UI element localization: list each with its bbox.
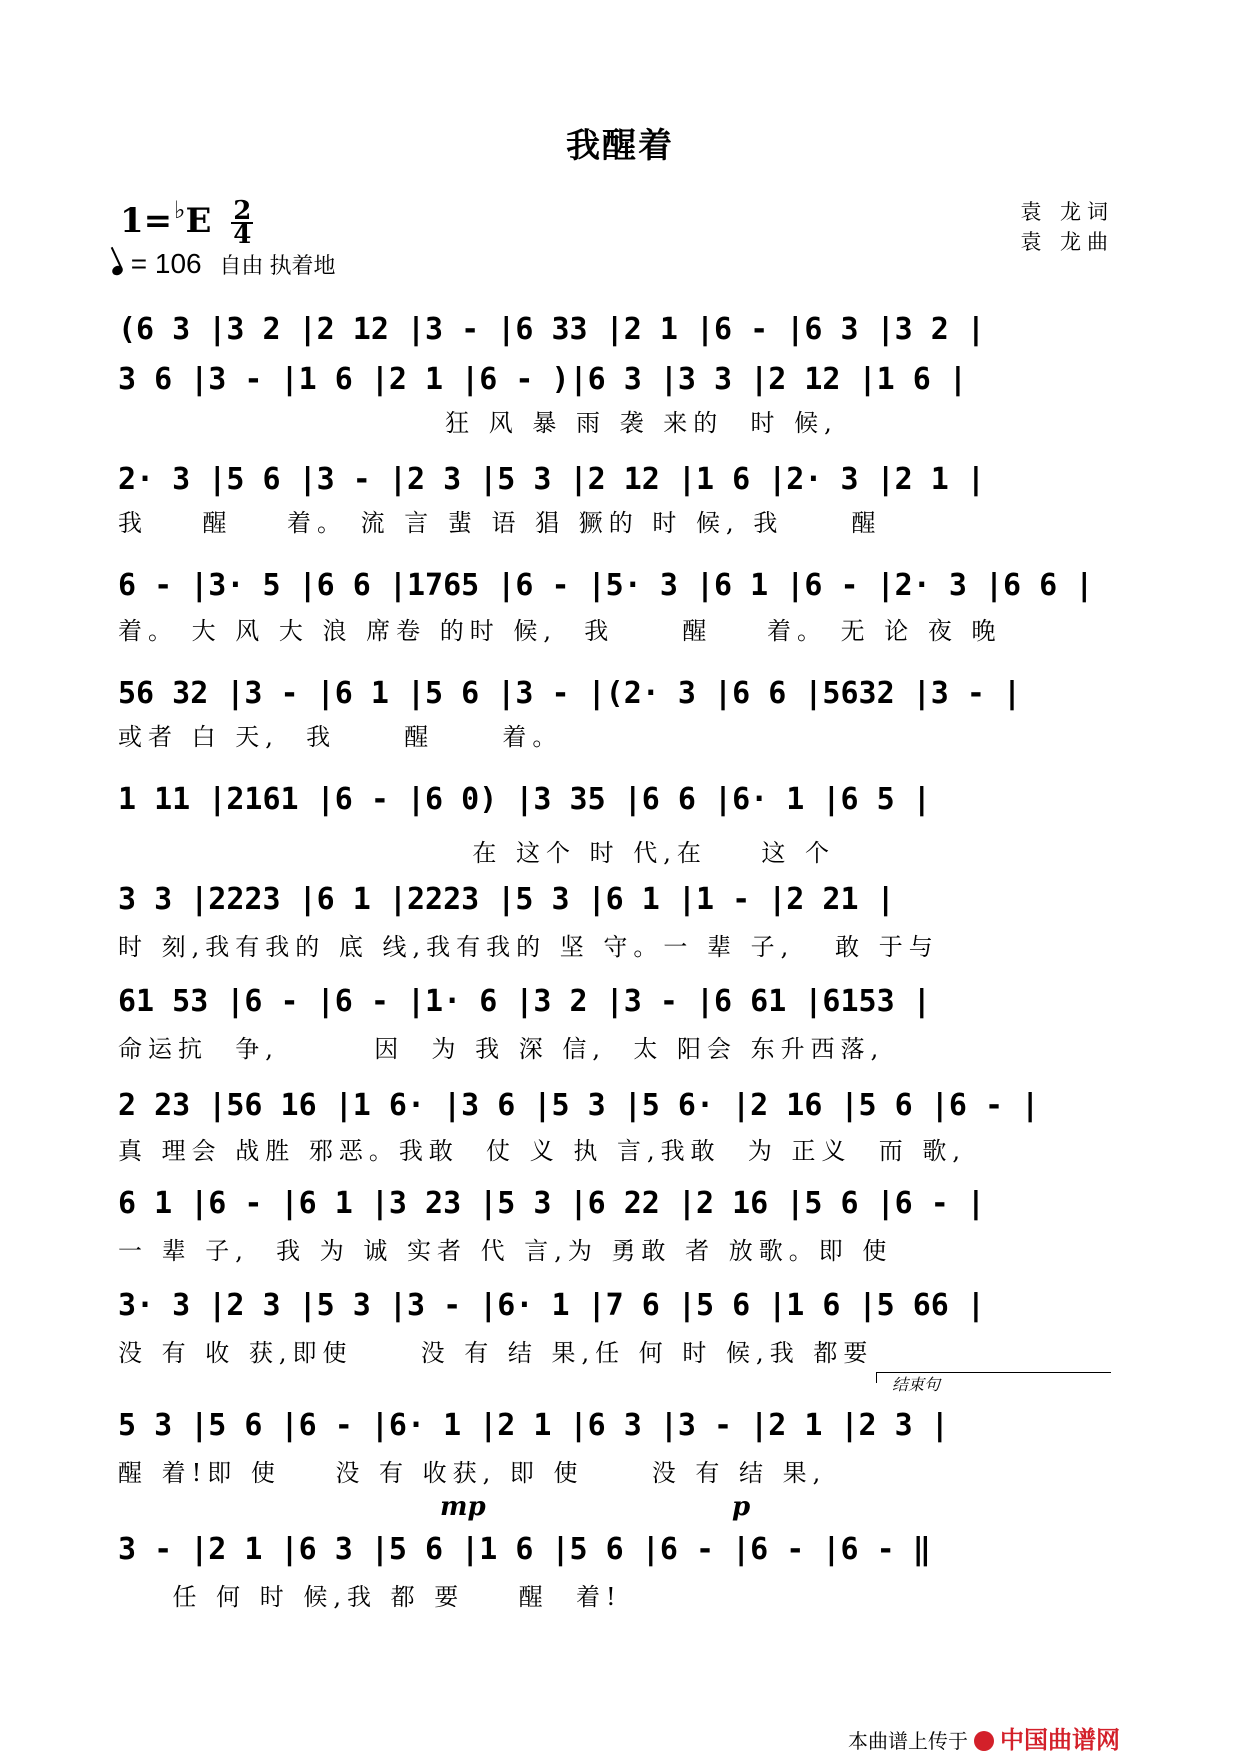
key-prefix: 1= <box>120 201 173 241</box>
quarter-note-icon <box>111 264 125 277</box>
notation-line-9: 2 23 |56 16 |1 6· |3 6 |5 3 |5 6· |2 16 |5 6 |6 - | <box>118 1088 1040 1123</box>
notation-line-12: 5 3 |5 6 |6 - |6· 1 |2 1 |6 3 |3 - |2 1 |2 3 | <box>118 1408 949 1443</box>
site-brand[interactable]: 中国曲谱网 <box>1000 1727 1120 1754</box>
lyric-line-9: 真 理会 战胜 邪恶。我敢 仗 义 执 言,我敢 为 正义 而 歌, <box>118 1137 967 1165</box>
dynamic-p: p <box>732 1492 751 1522</box>
tempo-value: = 106 <box>130 248 202 279</box>
lyric-line-12: 醒 着!即 使 没 有 收获, 即 使 没 有 结 果, <box>118 1459 827 1487</box>
tempo-marking <box>112 248 336 280</box>
footer-credit <box>848 1720 1120 1755</box>
lyricist-credit: 袁 龙词 <box>1020 200 1114 224</box>
notation-line-1: (6 3 |3 2 |2 12 |3 - |6 33 |2 1 |6 - |6 3 |3 2 | <box>118 312 985 347</box>
lyric-line-3: 我 醒 着。 流 言 蜚 语 猖 獗的 时 候, 我 醒 <box>118 509 882 537</box>
notation-line-4: 6 - |3· 5 |6 6 |1765 |6 - |5· 3 |6 1 |6 - |2· 3 |6 6 | <box>118 568 1094 603</box>
lyric-line-10: 一 辈 子, 我 为 诚 实者 代 言,为 勇敢 者 放歌。即 使 <box>118 1237 893 1265</box>
notation-line-10: 6 1 |6 - |6 1 |3 23 |5 3 |6 22 |2 16 |5 6 |6 - | <box>118 1186 985 1221</box>
lyric-line-7: 时 刻,我有我的 底 线,我有我的 坚 守。一 辈 子, 敢 于与 <box>118 933 939 961</box>
lyric-line-11: 没 有 收 获,即使 没 有 结 果,任 何 时 候,我 都要 <box>118 1339 874 1367</box>
notation-line-2: 3 6 |3 - |1 6 |2 1 |6 - )|6 3 |3 3 |2 12 |1 6 | <box>118 362 967 397</box>
lyric-line-8: 命运抗 争, 因 为 我 深 信, 太 阳会 东升西落, <box>118 1035 885 1063</box>
lyric-line-6: 在 这个 时 代,在 这 个 <box>118 839 836 867</box>
lyric-line-2: 狂 风 暴 雨 袭 来的 时 候, <box>118 409 838 437</box>
ending-label: 结束句 <box>892 1375 941 1394</box>
expression-marking: 自由 执着地 <box>219 253 336 278</box>
notation-line-7: 3 3 |2223 |6 1 |2223 |5 3 |6 1 |1 - |2 21 | <box>118 882 895 917</box>
song-title: 我醒着 <box>566 126 674 166</box>
time-signature <box>231 196 253 250</box>
lyric-line-4: 着。 大 风 大 浪 席卷 的时 候, 我 醒 着。 无 论 夜 晚 <box>118 617 1002 645</box>
key-letter: E <box>185 201 212 241</box>
footer-text: 本曲谱上传于 <box>848 1731 968 1753</box>
dynamic-mp: mp <box>440 1492 486 1522</box>
time-bottom: 4 <box>233 220 252 250</box>
flat-sign: ♭ <box>174 196 186 224</box>
time-top: 2 <box>233 196 252 226</box>
composer-credit: 袁 龙曲 <box>1020 230 1114 254</box>
site-logo-icon <box>974 1731 994 1751</box>
notation-line-8: 61 53 |6 - |6 - |1· 6 |3 2 |3 - |6 61 |6153 | <box>118 984 931 1019</box>
lyric-line-5: 或者 白 天, 我 醒 着。 <box>118 723 563 751</box>
notation-line-3: 2· 3 |5 6 |3 - |2 3 |5 3 |2 12 |1 6 |2· 3 |2 1 | <box>118 462 985 497</box>
key-signature <box>120 196 253 250</box>
notation-line-5: 56 32 |3 - |6 1 |5 6 |3 - |(2· 3 |6 6 |5632 |3 - | <box>118 676 1022 711</box>
notation-line-11: 3· 3 |2 3 |5 3 |3 - |6· 1 |7 6 |5 6 |1 6 |5 66 | <box>118 1288 985 1323</box>
notation-line-13: 3 - |2 1 |6 3 |5 6 |1 6 |5 6 |6 - |6 - |6 - ‖ <box>118 1532 931 1567</box>
lyric-line-13: 任 何 时 候,我 都 要 醒 着! <box>118 1583 622 1611</box>
notation-line-6: 1 11 |2161 |6 - |6 0) |3 35 |6 6 |6· 1 |6 5 | <box>118 782 931 817</box>
